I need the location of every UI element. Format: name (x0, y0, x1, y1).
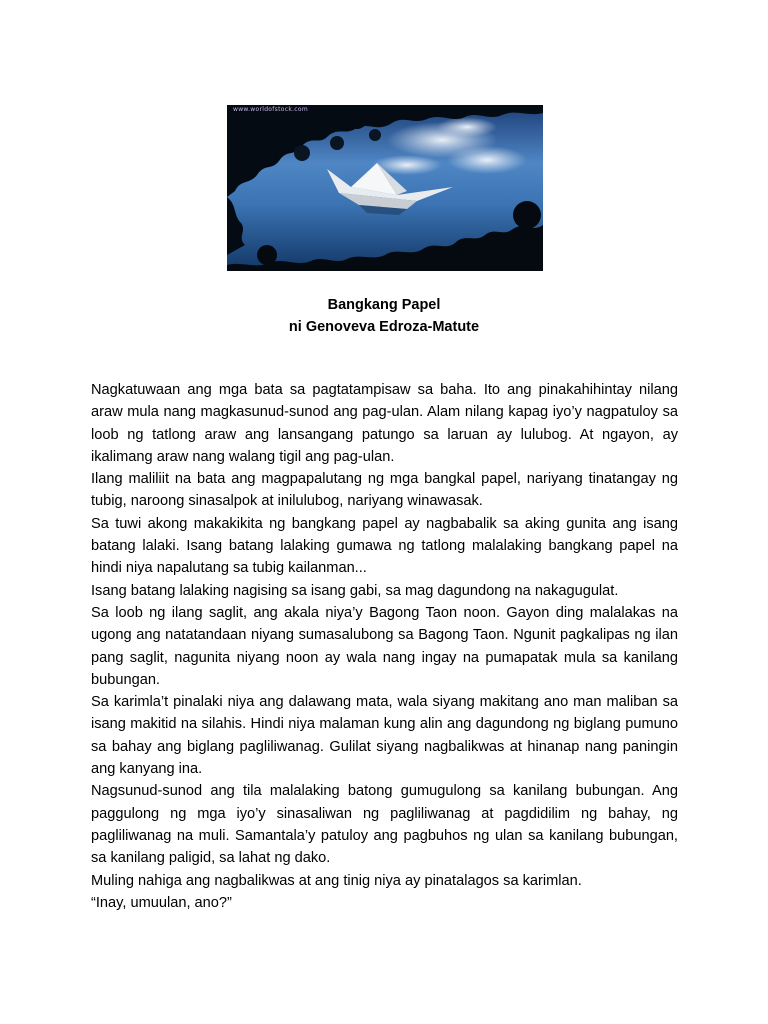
paragraph-1: Nagkatuwaan ang mga bata sa pagtatampisaw sa baha. Ito ang pinakahihintay nilang araw mula nang magkasunud-sunod ang pag-ulan. Alam nilang kapag iyo’y nagpatuloy sa loob ng tatlong araw ang lansangang patungo sa laruan ay lulubog. At ngayon, ay ikalimang araw nang walang tigil ang pag-ulan. (91, 382, 678, 465)
paper-boat-illustration (227, 105, 543, 271)
paragraph-3: Sa tuwi akong makakikita ng bangkang papel ay nagbabalik sa aking gunita ang isang batang lalaki. Isang batang lalaking gumawa ng tatlong malalaking bangkang papel na hindi niya napalutang sa tubig kailanman... (91, 515, 678, 577)
paragraph-6: Sa karimla’t pinalaki niya ang dalawang mata, wala siyang makitang ano man maliban sa isang makitid na silahis. Hindi niya malaman kung alin ang dagundong ng biglang pumuno sa bahay ang biglang pagliliwanag. Gulilat siyang nagbalikwas at hinanap nang paningin ang kanyang ina. (91, 694, 678, 778)
image-watermark: www.worldofstock.com (233, 106, 309, 113)
paragraph-9: “Inay, umuulan, ano?” (91, 894, 232, 911)
document-title: Bangkang Papel (327, 297, 441, 313)
author-line: ni Genoveva Edroza-Matute (288, 319, 480, 335)
paragraph-8: Muling nahiga ang nagbalikwas at ang tinig niya ay pinatalagos sa karimlan. (91, 872, 582, 889)
paragraph-2: Ilang maliliit na bata ang magpapalutang ng mga bangkal papel, nariyang tinatangay ng tubig, naroong sinasalpok at inilulubog, nariyang winawasak. (91, 471, 678, 510)
paper-boat-image (227, 105, 543, 271)
paragraph-7: Nagsunud-sunod ang tila malalaking batong gumugulong sa kanilang bubungan. Ang paggulong ng mga iyo’y sinasaliwan ng pagliliwanag at pagdidilim ng bahay, ng pagliliwanag na muli. Samantala’y patuloy ang pagbuhos ng ulan sa kanilang bubungan, sa kanilang paligid, sa lahat ng dako. (91, 783, 678, 867)
story-body (91, 379, 678, 914)
paragraph-4: Isang batang lalaking nagising sa isang gabi, sa mag dagundong na nakagugulat. (91, 582, 619, 599)
title-block (0, 294, 768, 338)
paragraph-5: Sa loob ng ilang saglit, ang akala niya’y Bagong Taon noon. Gayon ding malalakas na ugong ang natatandaan niyang sumasalubong sa Bagong Taon. Ngunit pagkalipas ng ilan pang saglit, nagunita niyang noon ay wala nang ingay na pumapatak mula sa kanilang bubungan. (91, 604, 678, 688)
